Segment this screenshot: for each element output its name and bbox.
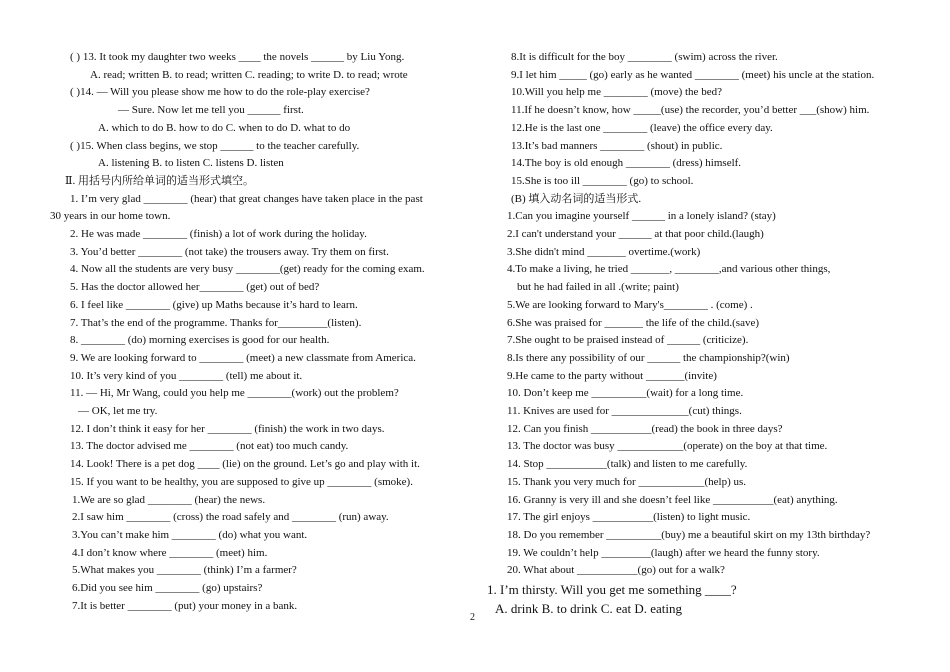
exercise-line: 15. Thank you very much for ____________(help) us. <box>507 475 747 488</box>
exercise-line: — Sure. Now let me tell you ______ first. <box>118 104 304 117</box>
exercise-line: 8. ________ (do) morning exercises is good for our health. <box>70 334 330 347</box>
exercise-line: 10. It’s very kind of you ________ (tell) me about it. <box>70 369 303 382</box>
page-number: 2 <box>470 612 475 623</box>
exercise-line: 12. Can you finish ___________(read) the book in three days? <box>507 422 783 435</box>
exercise-line: ( )14. — Will you please show me how to do the role-play exercise? <box>70 86 370 99</box>
exercise-line: 16. Granny is very ill and she doesn’t feel like ___________(eat) anything. <box>507 493 838 506</box>
exercise-line: 8.It is difficult for the boy ________ (swim) across the river. <box>511 51 778 63</box>
exercise-line: 6.Did you see him ________ (go) upstairs? <box>72 582 263 595</box>
exercise-line: 1. I’m very glad ________ (hear) that great changes have taken place in the past <box>70 192 423 205</box>
exercise-line: 14. Stop ___________(talk) and listen to me carefully. <box>507 458 748 471</box>
exercise-line: 19. We couldn’t help _________(laugh) after we heard the funny story. <box>507 546 820 559</box>
exercise-line: 4.I don’t know where ________ (meet) him. <box>72 546 268 559</box>
exercise-line: 2.I can't understand your ______ at that poor child.(laugh) <box>507 228 764 241</box>
exercise-line: 12.He is the last one ________ (leave) the office every day. <box>511 121 773 134</box>
exercise-line: 7.It is better ________ (put) your money in a bank. <box>72 599 298 612</box>
exercise-line: 11. Knives are used for ______________(cut) things. <box>507 405 742 418</box>
exercise-line: 1.Can you imagine yourself ______ in a lonely island? (stay) <box>507 210 776 223</box>
exercise-line: A. read; written B. to read; written C. reading; to write D. to read; wrote <box>90 68 408 81</box>
exercise-line: 20. What about ___________(go) out for a walk? <box>507 564 725 577</box>
exercise-line: 13. The doctor was busy ____________(operate) on the boy at that time. <box>507 440 828 453</box>
exercise-line: 9.He came to the party without _______(invite) <box>507 369 717 382</box>
exercise-line: 14. Look! There is a pet dog ____ (lie) on the ground. Let’s go and play with it. <box>70 458 420 471</box>
exercise-line: 2.I saw him ________ (cross) the road safely and ________ (run) away. <box>72 511 389 524</box>
exercise-line: 6.She was praised for _______ the life of the child.(save) <box>507 316 760 329</box>
exercise-line: 15. If you want to be healthy, you are supposed to give up ________ (smoke). <box>70 475 413 488</box>
exercise-line: 2. He was made ________ (finish) a lot of work during the holiday. <box>70 228 367 241</box>
exercise-line: 1. I’m thirsty. Will you get me something ____? <box>487 582 737 598</box>
exercise-line: A. drink B. to drink C. eat D. eating <box>495 601 683 617</box>
exercise-line: 4. Now all the students are very busy ________(get) ready for the coming exam. <box>70 263 425 276</box>
exercise-line: ( )15. When class begins, we stop ______ to the teacher carefully. <box>70 139 360 152</box>
exercise-line: 6. I feel like ________ (give) up Maths because it’s hard to learn. <box>70 298 358 311</box>
exercise-line: 7. That’s the end of the programme. Thanks for_________(listen). <box>70 316 362 329</box>
exercise-line: 11. — Hi, Mr Wang, could you help me ________(work) out the problem? <box>70 387 399 400</box>
exercise-line: 3. You’d better ________ (not take) the trousers away. Try them on first. <box>70 245 389 258</box>
exercise-line: 12. I don’t think it easy for her ________ (finish) the work in two days. <box>70 422 385 435</box>
exercise-line: 3.You can’t make him ________ (do) what you want. <box>72 528 308 541</box>
exercise-line: but he had failed in all .(write; paint) <box>517 281 679 294</box>
exercise-line: 10. Don’t keep me __________(wait) for a long time. <box>507 387 744 400</box>
exercise-line: 11.If he doesn’t know, how _____(use) the recorder, you’d better ___(show) him. <box>511 104 870 117</box>
exercise-line: Ⅱ. 用括号内所给单词的适当形式填空。 <box>65 174 254 187</box>
right-column <box>487 49 925 618</box>
exercise-line: A. listening B. to listen C. listens D. listen <box>98 157 284 170</box>
exercise-line: 13. The doctor advised me ________ (not eat) too much candy. <box>70 440 349 453</box>
left-column <box>50 49 470 616</box>
exercise-line: 5.We are looking forward to Mary's________ . (come) . <box>507 298 753 311</box>
exercise-line: 30 years in our home town. <box>50 210 171 223</box>
exercise-line: 8.Is there any possibility of our ______ the championship?(win) <box>507 351 790 364</box>
exercise-line: 5.What makes you ________ (think) I’m a farmer? <box>72 564 297 577</box>
exercise-line: 9. We are looking forward to ________ (meet) a new classmate from America. <box>70 351 416 364</box>
exercise-line: 4.To make a living, he tried _______, ________,and various other things, <box>507 263 831 276</box>
exercise-line: 18. Do you remember __________(buy) me a beautiful skirt on my 13th birthday? <box>507 528 871 541</box>
exercise-line: — OK, let me try. <box>78 405 158 418</box>
exercise-line: A. which to do B. how to do C. when to do D. what to do <box>98 121 351 134</box>
exercise-line: 15.She is too ill ________ (go) to school. <box>511 174 694 187</box>
exercise-line: 7.She ought to be praised instead of ______ (criticize). <box>507 334 749 347</box>
exercise-line: 3.She didn't mind _______ overtime.(work) <box>507 245 701 258</box>
exercise-line: 5. Has the doctor allowed her________ (get) out of bed? <box>70 281 320 294</box>
exercise-line: 10.Will you help me ________ (move) the bed? <box>511 86 722 99</box>
exercise-line: 9.I let him _____ (go) early as he wanted ________ (meet) his uncle at the station. <box>511 68 875 81</box>
exercise-line: ( ) 13. It took my daughter two weeks ____ the novels ______ by Liu Yong. <box>70 51 405 63</box>
exercise-line: 17. The girl enjoys ___________(listen) to light music. <box>507 511 751 524</box>
exercise-line: 14.The boy is old enough ________ (dress) himself. <box>511 157 742 170</box>
exercise-line: (B) 填入动名词的适当形式. <box>511 192 642 205</box>
exercise-line: 13.It’s bad manners ________ (shout) in public. <box>511 139 723 152</box>
exercise-line: 1.We are so glad ________ (hear) the news. <box>72 493 266 506</box>
